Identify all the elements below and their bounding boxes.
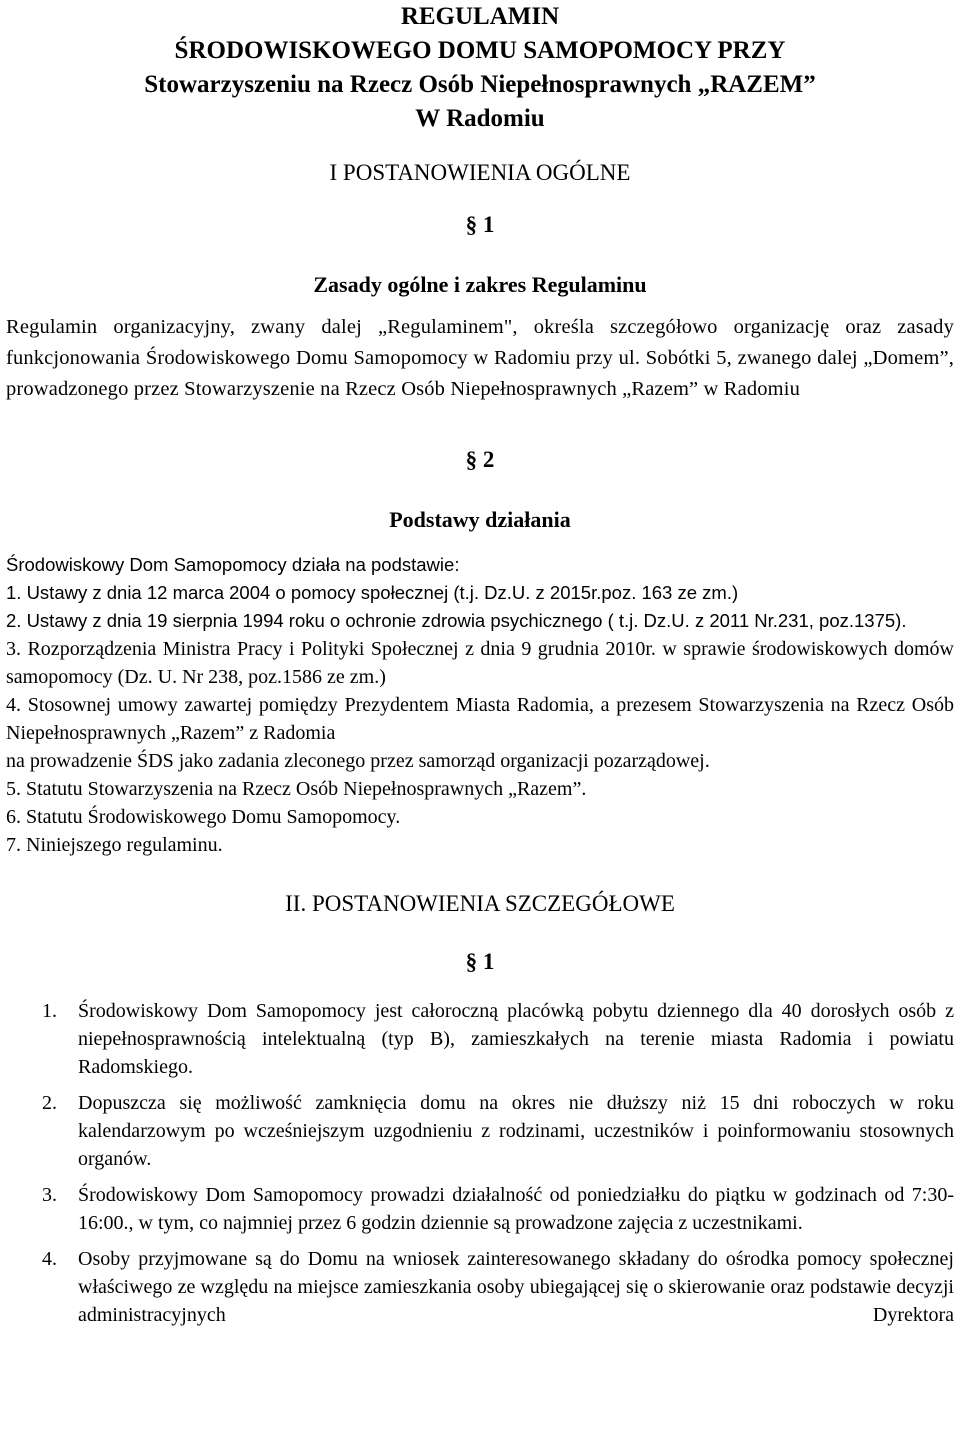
regulation-item-number: 4. [42,1248,57,1270]
section-1-heading: I POSTANOWIENIA OGÓLNE [329,160,631,185]
basis-item-5: 5. Statutu Stowarzyszenia na Rzecz Osób Niepełnosprawnych „Razem”. [6,778,587,800]
title-line-4: W Radomiu [415,105,545,132]
section-1-paragraph-1-text: Regulamin organizacyjny, zwany dalej „Regulaminem", określa szczegółowo organizację oraz zasady funkcjonowania Środowiskowego Domu Samopomocy w Radomiu przy ul. Sobótki 5, zwanego dalej „Domem”, prowadzonego przez Stowarzyszenie na Rzecz Osób Niepełnosprawnych „Razem” w Radomiu [6,316,954,400]
basis-item-4-cont: na prowadzenie ŚDS jako zadania zleconego przez samorząd organizacji pozarządowej. [6,750,710,772]
regulation-item-number: 2. [42,1092,57,1114]
section-1-paragraph-2-title: Podstawy działania [389,507,571,532]
regulations-list [6,997,954,1329]
basis-item-7: 7. Niniejszego regulaminu. [6,834,223,856]
regulation-item [6,997,954,1081]
title-line-2: ŚRODOWISKOWEGO DOMU SAMOPOMOCY PRZY [174,37,786,64]
basis-item-3: 3. Rozporządzenia Ministra Pracy i Polityki Społecznej z dnia 9 grudnia 2010r. w sprawie środowiskowych domów samopomocy (Dz. U. Nr 238, poz.1586 ze zm.) [6,638,954,688]
basis-item-2: 2. Ustawy z dnia 19 sierpnia 1994 roku o ochronie zdrowia psychicznego ( t.j. Dz.U. z 2011 Nr.231, poz.1375). [6,610,907,631]
document-title [6,0,954,136]
regulation-item-text: Środowiskowy Dom Samopomocy prowadzi działalność od poniedziałku do piątku w godzinach od 7:30-16:00., w tym, co najmniej przez 6 godzin dziennie są prowadzone zajęcia z uczestnikami. [78,1184,954,1234]
title-line-1: REGULAMIN [400,3,560,30]
basis-intro: Środowiskowy Dom Samopomocy działa na podstawie: [6,554,460,575]
section-2-heading: II. POSTANOWIENIA SZCZEGÓŁOWE [285,891,675,916]
regulation-item-text: Osoby przyjmowane są do Domu na wniosek zainteresowanego składany do ośrodka pomocy społecznej właściwego ze względu na miejsce zamieszkania osoby ubiegającej się o skierowanie oraz podstawie decyzji administracyjnych Dyrektora [78,1248,954,1326]
section-2-paragraph-1-sign: § 1 [465,949,495,974]
regulation-item [6,1245,954,1329]
regulation-item-text: Środowiskowy Dom Samopomocy jest całoroczną placówką pobytu dziennego dla 40 dorosłych osób z niepełnosprawnością intelektualną (typ B), zamieszkałych na terenie miasta Radomia i powiatu Radomskiego. [78,1000,954,1078]
regulation-item-text: Dopuszcza się możliwość zamknięcia domu na okres nie dłuższy niż 15 dni roboczych w roku kalendarzowym po wcześniejszym uzgodnieniu z rodzinami, uczestników i poinformowaniu stosownych organów. [78,1092,954,1170]
title-line-3: Stowarzyszeniu na Rzecz Osób Niepełnosprawnych „RAZEM” [144,71,816,98]
section-1-paragraph-1-sign: § 1 [465,212,495,237]
basis-item-6: 6. Statutu Środowiskowego Domu Samopomocy. [6,806,401,828]
regulation-item [6,1089,954,1173]
basis-item-1: 1. Ustawy z dnia 12 marca 2004 o pomocy społecznej (t.j. Dz.U. z 2015r.poz. 163 ze zm.) [6,582,739,603]
section-1-paragraph-1-title: Zasady ogólne i zakres Regulaminu [313,272,647,297]
basis-item-4: 4. Stosownej umowy zawartej pomiędzy Prezydentem Miasta Radomia, a prezesem Stowarzyszenia na Rzecz Osób Niepełnosprawnych „Razem” z Radomia [6,694,954,744]
section-1-paragraph-2-sign: § 2 [465,447,495,472]
regulation-item [6,1181,954,1237]
basis-list [6,551,954,859]
regulation-item-number: 1. [42,1000,57,1022]
regulation-item-number: 3. [42,1184,57,1206]
